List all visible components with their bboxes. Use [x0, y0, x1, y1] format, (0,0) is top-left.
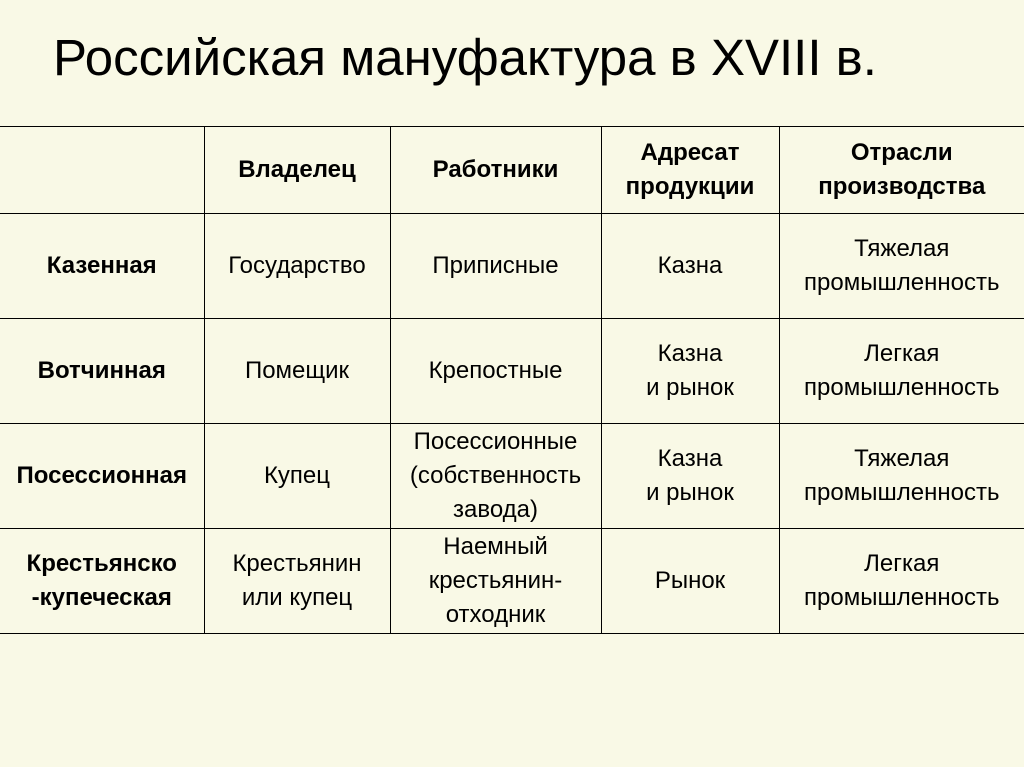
cell-industry [779, 529, 1024, 634]
cell-type [0, 424, 204, 529]
cell-recipient [601, 214, 779, 319]
header-empty [0, 127, 204, 214]
cell-line: Рынок [654, 567, 726, 594]
header-recipient [601, 127, 779, 214]
cell-line: -купеческая [31, 584, 172, 611]
cell-line: Приписные [432, 252, 559, 279]
header-owner-line: Владелец [238, 156, 356, 183]
cell-line: и рынок [646, 374, 734, 401]
cell-owner [204, 529, 390, 634]
cell-line: промышленность [804, 584, 1000, 611]
table-row [0, 319, 1024, 424]
cell-line: Купец [263, 462, 331, 489]
cell-line: Государство [228, 252, 366, 279]
cell-line: промышленность [804, 479, 1000, 506]
cell-line: Казна [657, 445, 723, 472]
header-workers [390, 127, 601, 214]
header-owner [204, 127, 390, 214]
cell-line: Помещик [244, 357, 350, 384]
cell-type [0, 214, 204, 319]
cell-line: Крестьянин [232, 550, 362, 577]
cell-line: промышленность [804, 269, 1000, 296]
table-row [0, 214, 1024, 319]
slide-title: Российская мануфактура в XVIII в. [53, 29, 877, 86]
cell-industry [779, 319, 1024, 424]
cell-type [0, 529, 204, 634]
header-industry [779, 127, 1024, 214]
header-industry-line: Отрасли [850, 139, 953, 166]
cell-line: Легкая [864, 550, 940, 577]
cell-industry [779, 214, 1024, 319]
cell-workers [390, 424, 601, 529]
cell-industry [779, 424, 1024, 529]
header-recipient-line: продукции [625, 173, 755, 200]
cell-recipient [601, 529, 779, 634]
header-row [0, 127, 1024, 214]
cell-recipient [601, 424, 779, 529]
table-row [0, 529, 1024, 634]
table-row [0, 424, 1024, 529]
cell-workers [390, 529, 601, 634]
cell-line: Посессионная [16, 462, 187, 489]
cell-line: Казна [657, 252, 723, 279]
cell-line: Посессионные [413, 428, 578, 455]
cell-line: Казенная [46, 252, 157, 279]
cell-line: Крепостные [428, 357, 563, 384]
cell-recipient [601, 319, 779, 424]
cell-owner [204, 424, 390, 529]
cell-workers [390, 214, 601, 319]
cell-line: завода) [453, 496, 538, 523]
manufactory-table [0, 126, 1024, 634]
cell-line: и рынок [646, 479, 734, 506]
cell-line: Тяжелая [854, 235, 950, 262]
cell-line: Вотчинная [37, 357, 166, 384]
header-recipient-line: Адресат [640, 139, 740, 166]
cell-workers [390, 319, 601, 424]
cell-line: Тяжелая [854, 445, 950, 472]
cell-line: Крестьянско [26, 550, 177, 577]
cell-line: промышленность [804, 374, 1000, 401]
cell-line: или купец [241, 584, 353, 611]
cell-type [0, 319, 204, 424]
header-industry-line: производства [818, 173, 986, 200]
cell-owner [204, 319, 390, 424]
cell-line: Наемный [443, 533, 548, 560]
cell-line: Казна [657, 340, 723, 367]
cell-owner [204, 214, 390, 319]
header-workers-line: Работники [432, 156, 559, 183]
cell-line: крестьянин- [428, 567, 563, 594]
cell-line: (собственность [409, 462, 582, 489]
cell-line: отходник [445, 601, 546, 628]
cell-line: Легкая [864, 340, 940, 367]
